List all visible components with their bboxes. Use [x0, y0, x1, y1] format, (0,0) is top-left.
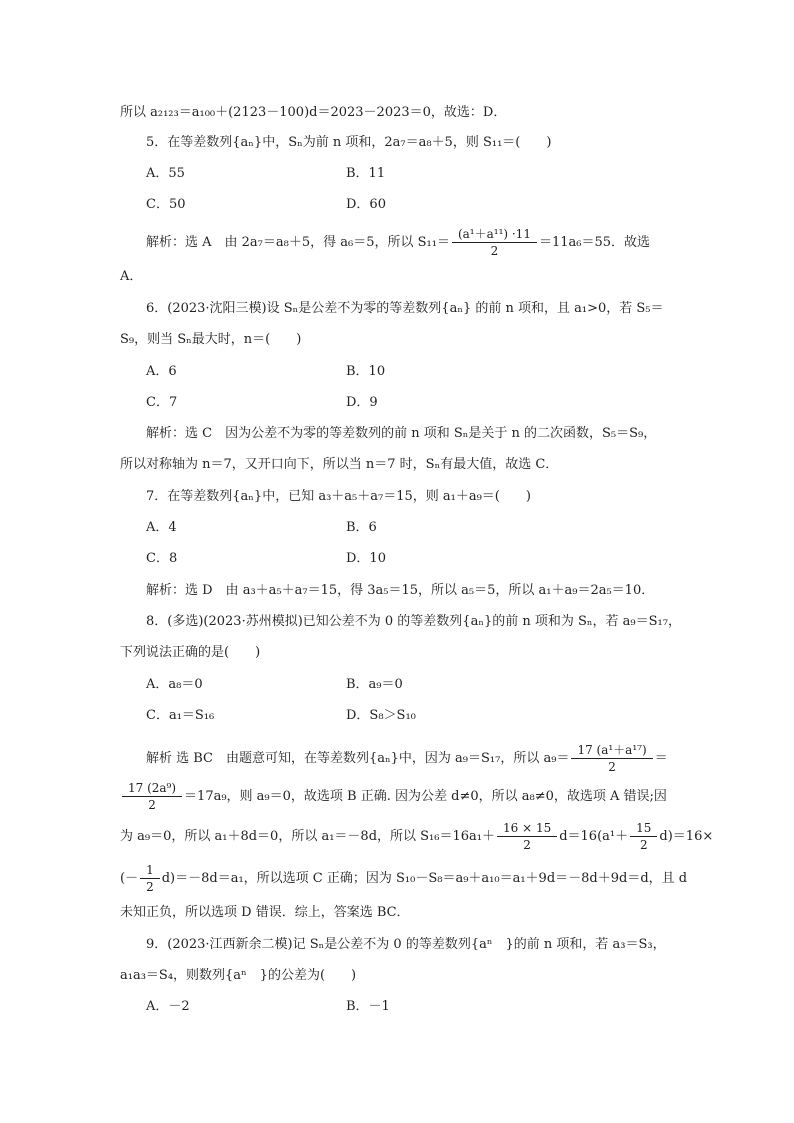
fraction [630, 820, 657, 853]
option-c: C．a₁＝S₁₆ [146, 708, 215, 723]
fraction-numerator: 17 (2a⁹) [122, 780, 182, 797]
question-8-answer-line-2 [120, 780, 667, 813]
question-6-stem-line-2: S₉，则当 Sₙ最大时，n＝( ) [120, 332, 302, 347]
option-a: A．55 [146, 166, 185, 181]
answer-text: ＝ [654, 751, 668, 766]
option-a: A．a₈＝0 [146, 677, 203, 692]
option-b: B．－1 [346, 999, 390, 1014]
fraction-denominator: 2 [146, 880, 154, 894]
fraction-denominator: 2 [490, 244, 499, 258]
question-7-stem: 7．在等差数列{aₙ}中，已知 a₃＋a₅＋a₇＝15，则 a₁＋a₉＝( ) [146, 489, 531, 504]
question-7-answer: 解析：选 D 由 a₃＋a₅＋a₇＝15，得 3a₅＝15，所以 a₅＝5，所以 a₁＋a₉＝2a₅＝10． [146, 583, 655, 598]
fraction-numerator: 16 × 15 [497, 820, 557, 837]
answer-text: 解析 选 BC 由题意可知，在等差数列{aₙ}中，因为 a₉＝S₁₇，所以 a₉＝ [146, 751, 570, 766]
fraction [452, 226, 537, 259]
answer-text: d＝16(a¹＋ [559, 829, 629, 844]
fraction-numerator: 15 [630, 820, 657, 837]
fraction-denominator: 2 [148, 798, 156, 812]
fraction-numerator: 17 (a¹＋a¹⁷) [571, 742, 652, 759]
fraction-denominator: 2 [639, 838, 648, 852]
question-9-stem-line-1: 9．(2023·江西新余二模)记 Sₙ是公差不为 0 的等差数列{aⁿ }的前 n 项和，若 a₃＝S₃， [146, 937, 666, 952]
option-b: B．11 [346, 166, 386, 181]
fraction-denominator: 2 [523, 838, 531, 852]
answer-text: (－ [120, 871, 139, 886]
question-9-options-row-1 [146, 998, 390, 1016]
option-c: C．50 [146, 197, 186, 212]
option-b: B．10 [346, 364, 386, 379]
question-6-answer-line-1: 解析：选 C 因为公差不为零的等差数列的前 n 项和 Sₙ是关于 n 的二次函数，S₅＝S₉， [146, 426, 657, 441]
option-a: A．4 [146, 520, 177, 535]
option-c: C．8 [146, 551, 178, 566]
question-6-stem-line-1: 6．(2023·沈阳三模)设 Sₙ是公差不为零的等差数列{aₙ} 的前 n 项和，且 a₁>0，若 S₅＝ [146, 301, 664, 316]
question-8-answer-line-4 [120, 862, 687, 895]
option-d: D．10 [346, 551, 386, 566]
fraction [497, 820, 557, 853]
question-5-answer-tail: A． [120, 269, 143, 284]
answer-text: ＝11a₆＝55．故选 [538, 235, 651, 250]
fraction-numerator: 1 [140, 862, 160, 879]
question-6-options-row-1 [146, 363, 386, 381]
option-a: A．－2 [146, 999, 190, 1014]
solution-line: 所以 a₂₁₂₃＝a₁₀₀＋(2123－100)d＝2023－2023＝0，故选：D． [120, 105, 507, 120]
question-7-options-row-1 [146, 519, 377, 537]
question-5-answer [146, 226, 650, 259]
fraction [122, 780, 182, 813]
fraction-denominator: 2 [608, 760, 616, 774]
question-5-options-row-1 [146, 165, 386, 183]
answer-text: d)＝16× [659, 829, 714, 844]
fraction-numerator: (a¹＋a¹¹) ·11 [452, 226, 537, 243]
option-d: D．60 [346, 197, 386, 212]
question-8-options-row-2 [146, 707, 416, 725]
option-c: C．7 [146, 395, 178, 410]
question-5-stem: 5．在等差数列{aₙ}中，Sₙ为前 n 项和，2a₇＝a₈＋5，则 S₁₁＝( ) [146, 135, 552, 150]
fraction [571, 742, 652, 775]
answer-text: 解析：选 A 由 2a₇＝a₈＋5，得 a₆＝5，所以 S₁₁＝ [146, 235, 450, 250]
question-8-options-row-1 [146, 676, 403, 694]
question-9-stem-line-2: a₁a₃＝S₄，则数列{aⁿ }的公差为( ) [120, 968, 357, 983]
answer-text: ＝17a₉，则 a₉＝0，故选项 B 正确. 因为公差 d≠0，所以 a₈≠0，故选项 A 错误;因 [184, 789, 667, 804]
question-7-options-row-2 [146, 550, 386, 568]
question-8-stem-line-2: 下列说法正确的是( ) [120, 645, 261, 660]
question-5-options-row-2 [146, 196, 386, 214]
question-6-options-row-2 [146, 394, 378, 412]
answer-text: d)＝－8d＝a₁，所以选项 C 正确；因为 S₁₀－S₈＝a₉＋a₁₀＝a₁＋9d＝－8d＋9d＝d，且 d [161, 871, 688, 886]
question-8-answer-line-1 [146, 742, 668, 775]
fraction [140, 862, 160, 895]
option-d: D．9 [346, 395, 378, 410]
question-8-stem-line-1: 8．(多选)(2023·苏州模拟)已知公差不为 0 的等差数列{aₙ}的前 n 项和为 Sₙ，若 a₉＝S₁₇， [146, 614, 681, 629]
question-8-answer-line-5: 未知正负，所以选项 D 错误．综上，答案选 BC． [120, 905, 410, 920]
option-b: B．6 [346, 520, 377, 535]
option-b: B．a₉＝0 [346, 677, 403, 692]
option-a: A．6 [146, 364, 177, 379]
answer-text: 为 a₉＝0，所以 a₁＋8d＝0，所以 a₁＝－8d，所以 S₁₆＝16a₁＋ [120, 829, 495, 844]
question-8-answer-line-3 [120, 820, 713, 853]
option-d: D．S₈＞S₁₀ [346, 708, 416, 723]
question-6-answer-line-2: 所以对称轴为 n＝7，又开口向下，所以当 n＝7 时，Sₙ有最大值，故选 C． [120, 457, 559, 472]
